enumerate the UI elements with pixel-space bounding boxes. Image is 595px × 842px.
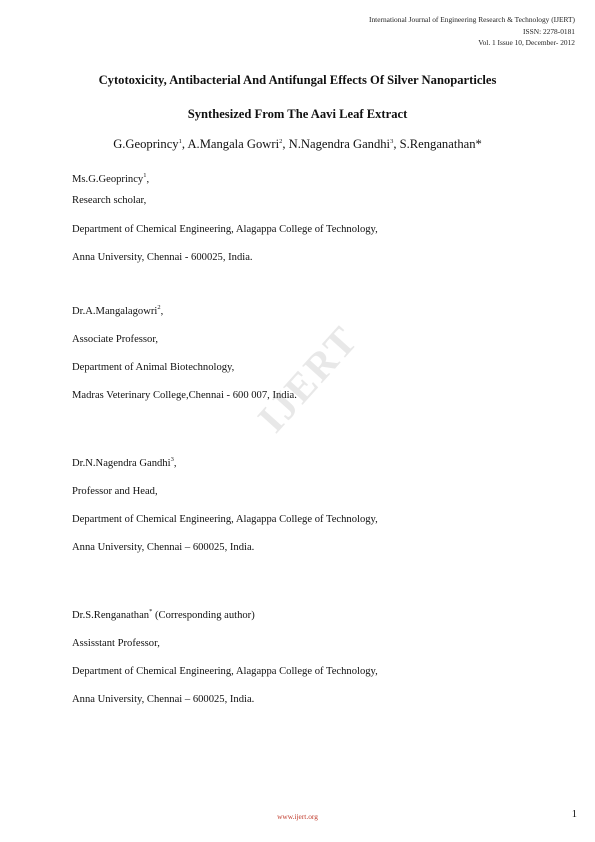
author-name: G.Geoprincy xyxy=(113,137,179,151)
affiliation-role: Research scholar, xyxy=(72,195,147,206)
affiliation-place: Anna University, Chennai - 600025, India. xyxy=(72,252,253,263)
affiliation-suffix: , xyxy=(160,306,164,317)
affiliation-place: Anna University, Chennai – 600025, India. xyxy=(72,542,255,553)
affiliation-sup: 1 xyxy=(143,172,147,179)
affiliation-dept: Department of Animal Biotechnology, xyxy=(72,362,235,373)
author-sup: 2 xyxy=(279,138,283,145)
affiliation-person: Dr.S.Renganathan xyxy=(72,610,150,621)
affiliation-place: Anna University, Chennai – 600025, India. xyxy=(72,694,255,705)
affiliation-role: Professor and Head, xyxy=(72,486,158,497)
affiliation-sup: 2 xyxy=(157,304,161,311)
affiliation-role: Assisstant Professor, xyxy=(72,638,160,649)
author-name: A.Mangala Gowri xyxy=(187,137,280,151)
running-header xyxy=(369,14,575,49)
affiliation-sup: 3 xyxy=(170,456,174,463)
paper-title-line-2: Synthesized From The Aavi Leaf Extract xyxy=(187,107,408,121)
volume-issue: Vol. 1 Issue 10, December- 2012 xyxy=(478,38,575,47)
affiliation-suffix: (Corresponding author) xyxy=(152,610,255,621)
affiliation-dept: Department of Chemical Engineering, Alagappa College of Technology, xyxy=(72,514,378,525)
affiliation-name xyxy=(72,458,176,469)
author-sup: 1 xyxy=(178,138,182,145)
page-number: 1 xyxy=(571,809,577,820)
footer-website-link[interactable]: www.ijert.org xyxy=(277,812,318,821)
journal-name: International Journal of Engineering Research & Technology (IJERT) xyxy=(369,15,575,24)
author-name: N.Nagendra Gandhi xyxy=(288,137,391,151)
affiliation-person: Dr.N.Nagendra Gandhi xyxy=(72,458,171,469)
affiliation-suffix: , xyxy=(146,174,150,185)
author-name: S.Renganathan* xyxy=(399,137,482,151)
affiliation-dept: Department of Chemical Engineering, Alagappa College of Technology, xyxy=(72,666,378,677)
affiliation-person: Dr.A.Mangalagowri xyxy=(72,306,158,317)
author-sep: , xyxy=(181,137,188,151)
author-sup: 3 xyxy=(390,138,394,145)
paper-title-line-1: Cytotoxicity, Antibacterial And Antifungal Effects Of Silver Nanoparticles xyxy=(98,73,497,87)
affiliation-name xyxy=(72,610,255,621)
watermark: IJERT xyxy=(248,316,367,441)
affiliation-dept: Department of Chemical Engineering, Alagappa College of Technology, xyxy=(72,224,378,235)
affiliation-name xyxy=(72,306,163,317)
issn: ISSN: 2278-0181 xyxy=(523,26,575,36)
affiliation-suffix: , xyxy=(173,458,177,469)
author-sep: , xyxy=(282,137,289,151)
affiliation-role: Associate Professor, xyxy=(72,334,159,345)
author-list xyxy=(0,137,595,152)
affiliation-person: Ms.G.Geoprincy xyxy=(72,174,144,185)
affiliation-sup: * xyxy=(149,608,153,615)
affiliation-place: Madras Veterinary College,Chennai - 600 007, India. xyxy=(72,390,297,401)
affiliation-name xyxy=(72,174,149,185)
author-sep: , xyxy=(393,137,400,151)
